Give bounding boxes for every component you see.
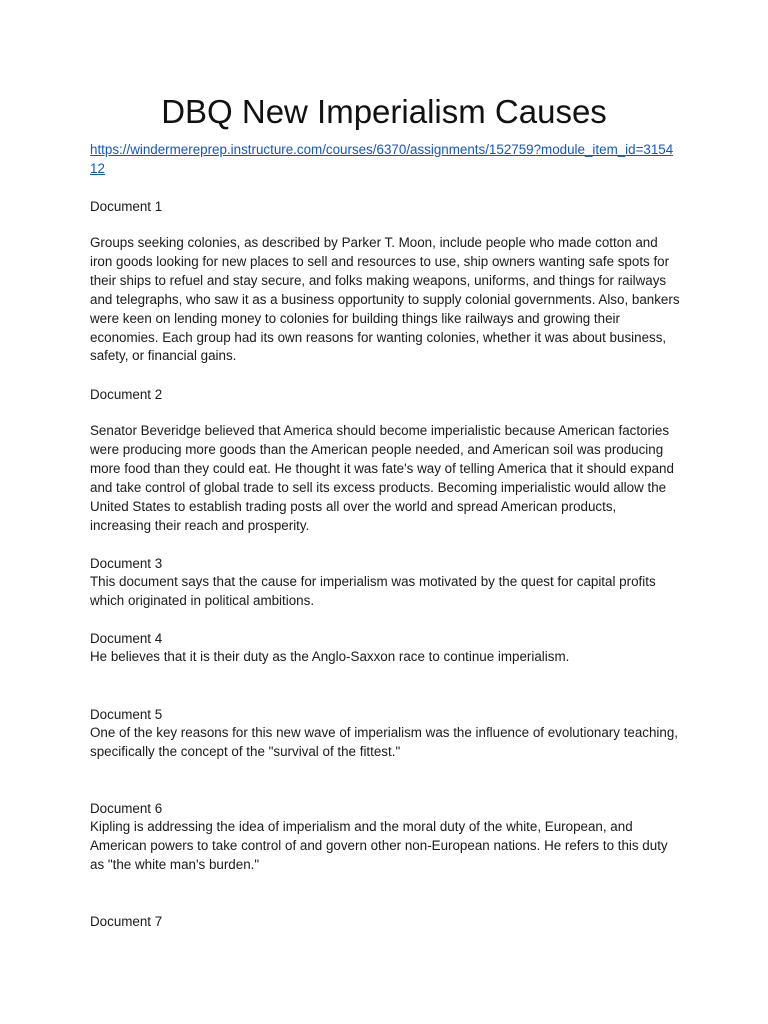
document-6-text: Kipling is addressing the idea of imperialism and the moral duty of the white, European, and American powers to take control of and govern other non-European nations. He refers to this duty as "the white man's burden." [90, 819, 668, 872]
document-5-text: One of the key reasons for this new wave of imperialism was the influence of evolutionary teaching, specifically the concept of the "survival of the fittest." [90, 725, 679, 759]
document-7-heading: Document 7 [90, 914, 163, 929]
page-title: DBQ New Imperialism Causes [161, 93, 607, 130]
document-5-heading: Document 5 [90, 707, 163, 722]
document-2-heading: Document 2 [90, 387, 163, 402]
document-1-heading: Document 1 [90, 199, 163, 214]
assignment-link[interactable]: https://windermereprep.instructure.com/courses/6370/assignments/152759?module_item_id=315412 [90, 142, 674, 176]
document-4-text: He believes that it is their duty as the Anglo-Saxxon race to continue imperialism. [90, 649, 570, 664]
document-3-text: This document says that the cause for imperialism was motivated by the quest for capital profits which originated in political ambitions. [90, 574, 656, 608]
document-2-text: Senator Beveridge believed that America should become imperialistic because American factories were producing more goods than the American people needed, and American soil was producing more food than they could eat. He thought it was fate's way of telling America that it should expand and take control of global trade to sell its excess products. Becoming imperialistic would allow the United States to establish trading posts all over the world and spread American products, increasing their reach and prosperity. [90, 423, 674, 533]
document-4-heading: Document 4 [90, 631, 163, 646]
document-6-heading: Document 6 [90, 801, 163, 816]
document-1-text: Groups seeking colonies, as described by Parker T. Moon, include people who made cotton and iron goods looking for new places to sell and resources to use, ship owners wanting safe spots for their ships to refuel and stay secure, and folks making weapons, uniforms, and things for railways and telegraphs, who saw it as a business opportunity to supply colonial governments. Also, bankers were keen on lending money to colonies for building things like railways and growing their economies. Each group had its own reasons for wanting colonies, whether it was about business, safety, or financial gains. [90, 235, 680, 364]
document-3-heading: Document 3 [90, 556, 163, 571]
